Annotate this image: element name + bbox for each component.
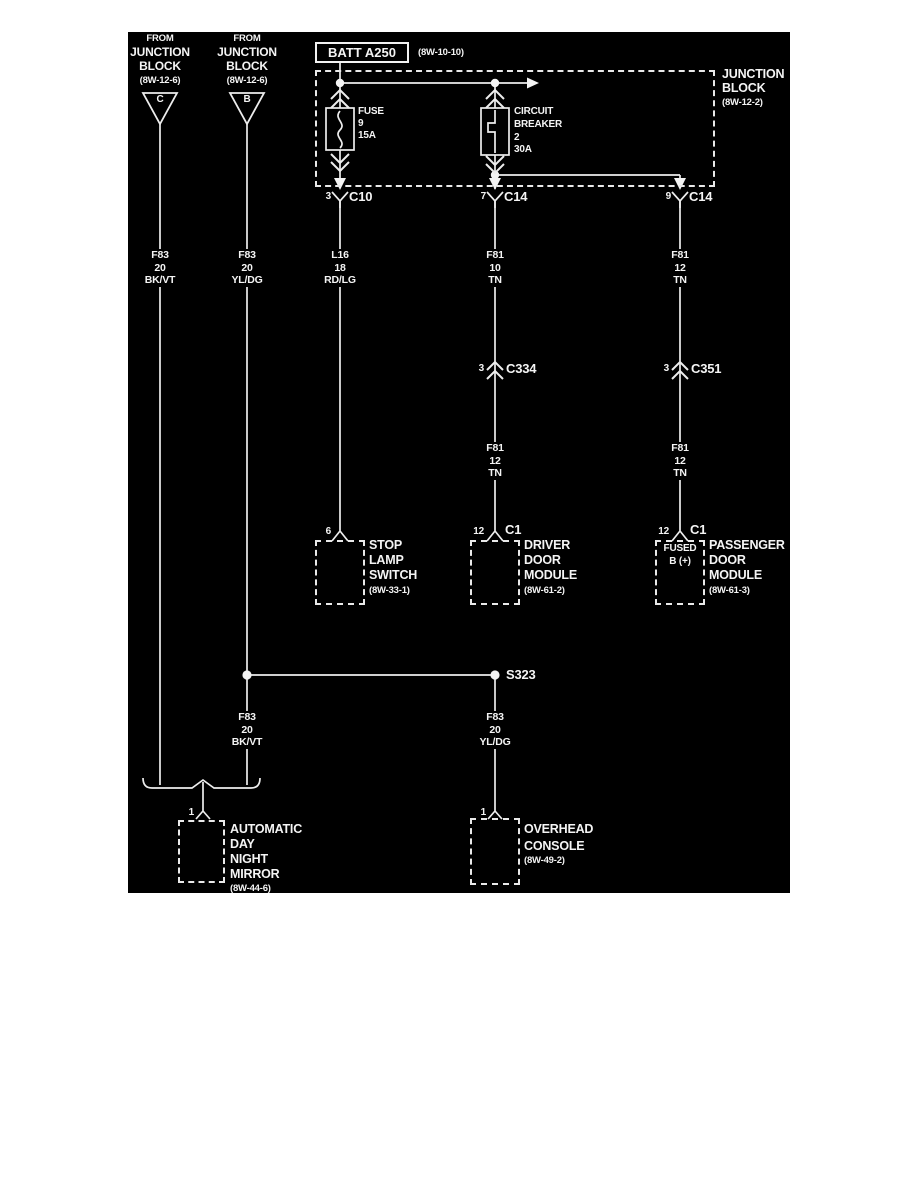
connector-c14-9-name: C14 bbox=[689, 189, 713, 204]
connector-c1-passenger-pin: 12 bbox=[658, 526, 669, 537]
connector-c351-pin: 3 bbox=[663, 363, 669, 374]
wire-label-f83-yldg-bottom: F83 20 YL/DG bbox=[463, 711, 527, 749]
pin-connector-icon bbox=[196, 524, 688, 819]
connector-c1-driver-pin: 12 bbox=[473, 526, 484, 537]
connector-c1-passenger-name: C1 bbox=[690, 522, 707, 537]
stop-lamp-switch-ref: (8W-33-1) bbox=[369, 585, 410, 596]
wire-label-f81-12-tn-top: F81 12 TN bbox=[648, 249, 712, 287]
source-c-line2: BLOCK bbox=[139, 59, 181, 73]
mirror-label-4: MIRROR bbox=[230, 867, 280, 881]
passenger-door-module-inner-1: FUSED bbox=[663, 543, 697, 554]
wire-label-l16-rdlg: L16 18 RD/LG bbox=[308, 249, 372, 287]
connector-c334-name: C334 bbox=[506, 361, 537, 376]
connector-c10-pin: 3 bbox=[325, 191, 331, 202]
connector-c14-7-pin: 7 bbox=[480, 191, 486, 202]
connector-c351-name: C351 bbox=[691, 361, 722, 376]
passenger-door-module-ref: (8W-61-3) bbox=[709, 585, 750, 596]
batt-feed-ref: (8W-10-10) bbox=[418, 47, 464, 58]
junction-block-ref: (8W-12-2) bbox=[722, 97, 763, 108]
source-c-from: FROM bbox=[146, 33, 174, 44]
wire-label-f81-12-tn-driver: F81 12 TN bbox=[463, 442, 527, 480]
wiring-diagram bbox=[128, 32, 790, 893]
junction-block-title-1: JUNCTION bbox=[722, 67, 785, 81]
passenger-door-module-label-2: DOOR bbox=[709, 553, 746, 567]
fuse-rating: 15A bbox=[358, 130, 376, 141]
circuit-breaker-number: 2 bbox=[514, 132, 520, 143]
console-pin: 1 bbox=[480, 807, 486, 818]
overhead-console-ref: (8W-49-2) bbox=[524, 855, 565, 866]
source-b-line1: JUNCTION bbox=[217, 45, 277, 59]
stop-lamp-switch-box bbox=[315, 540, 365, 605]
driver-door-module-label-1: DRIVER bbox=[524, 538, 571, 552]
wire-label-f83-bkvt-bottom: F83 20 BK/VT bbox=[215, 711, 279, 749]
connector-c1-driver-name: C1 bbox=[505, 522, 522, 537]
wire-label-f81-10-tn: F81 10 TN bbox=[463, 249, 527, 287]
circuit-breaker-rating: 30A bbox=[514, 144, 532, 155]
source-b-from: FROM bbox=[233, 33, 261, 44]
mirror-label-2: DAY bbox=[230, 837, 255, 851]
source-c-line1: JUNCTION bbox=[130, 45, 190, 59]
source-c-letter: C bbox=[156, 94, 164, 105]
connector-c10-name: C10 bbox=[349, 189, 373, 204]
connector-c334-pin: 3 bbox=[478, 363, 484, 374]
overhead-console-box bbox=[470, 818, 520, 885]
stop-lamp-switch-label-1: STOP bbox=[369, 538, 403, 552]
connector-c14-9-pin: 9 bbox=[665, 191, 671, 202]
mirror-box bbox=[178, 820, 225, 883]
mirror-pin: 1 bbox=[188, 807, 194, 818]
stop-lamp-switch-label-2: LAMP bbox=[369, 553, 404, 567]
overhead-console-label-1: OVERHEAD bbox=[524, 822, 594, 836]
junction-block-title-2: BLOCK bbox=[722, 81, 766, 95]
mirror-label-1: AUTOMATIC bbox=[230, 822, 303, 836]
source-b-line2: BLOCK bbox=[226, 59, 268, 73]
driver-door-module-box bbox=[470, 540, 520, 605]
source-c-ref: (8W-12-6) bbox=[139, 75, 181, 86]
driver-door-module-label-2: DOOR bbox=[524, 553, 561, 567]
splice-s323-label: S323 bbox=[506, 667, 536, 682]
passenger-door-module-label-1: PASSENGER bbox=[709, 538, 785, 552]
mirror-ref: (8W-44-6) bbox=[230, 883, 271, 894]
driver-door-module-label-3: MODULE bbox=[524, 568, 577, 582]
batt-feed-box: BATT A250 bbox=[315, 42, 409, 63]
driver-door-module-ref: (8W-61-2) bbox=[524, 585, 565, 596]
overhead-console-label-2: CONSOLE bbox=[524, 839, 585, 853]
passenger-door-module-inner-2: B (+) bbox=[669, 556, 691, 567]
wire-label-f81-12-tn-passenger: F81 12 TN bbox=[648, 442, 712, 480]
source-b-letter: B bbox=[243, 94, 251, 105]
stop-lamp-pin: 6 bbox=[325, 526, 331, 537]
circuit-breaker-label-1: CIRCUIT bbox=[514, 106, 554, 117]
circuit-breaker-label-2: BREAKER bbox=[514, 119, 563, 130]
mirror-label-3: NIGHT bbox=[230, 852, 268, 866]
source-b-ref: (8W-12-6) bbox=[226, 75, 268, 86]
fuse-number: 9 bbox=[358, 118, 364, 129]
passenger-door-module-label-3: MODULE bbox=[709, 568, 762, 582]
connector-c14-7-name: C14 bbox=[504, 189, 528, 204]
fuse-label: FUSE bbox=[358, 106, 384, 117]
stop-lamp-switch-label-3: SWITCH bbox=[369, 568, 418, 582]
wire-label-f83-yldg-top: F83 20 YL/DG bbox=[215, 249, 279, 287]
wire-label-f83-bkvt-top: F83 20 BK/VT bbox=[128, 249, 192, 287]
